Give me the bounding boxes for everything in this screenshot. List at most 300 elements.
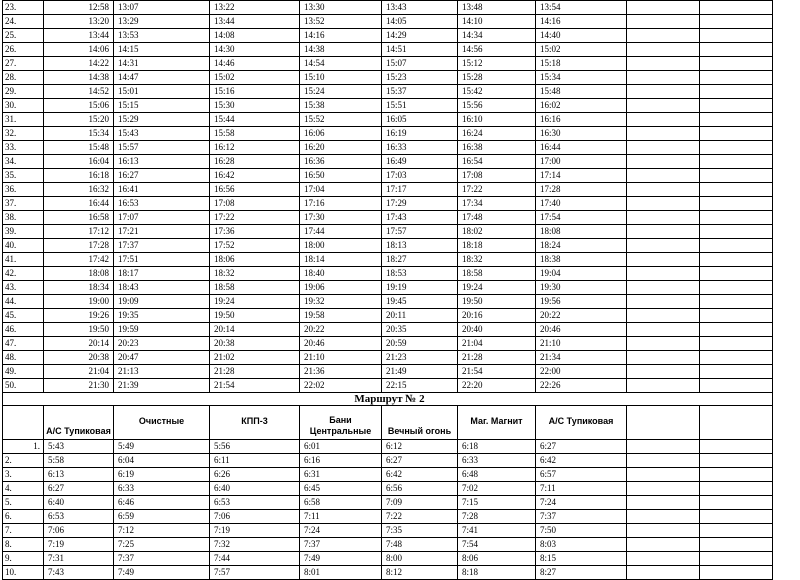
time-cell: 13:22 [210,1,300,15]
time-cell: 6:57 [536,468,627,482]
empty-cell [627,85,700,99]
time-cell: 8:01 [300,566,382,580]
time-cell: 15:15 [114,99,210,113]
table-row [3,337,773,351]
time-cell: 17:29 [382,197,458,211]
table-row [3,440,773,454]
time-cell: 19:09 [114,295,210,309]
table-row [3,524,773,538]
time-cell: 19:00 [44,295,114,309]
empty-cell [700,183,773,197]
empty-cell [700,57,773,71]
time-cell: 17:28 [536,183,627,197]
time-cell: 7:06 [44,524,114,538]
time-cell: 21:10 [300,351,382,365]
time-cell: 15:29 [114,113,210,127]
time-cell: 6:31 [300,468,382,482]
time-cell: 19:06 [300,281,382,295]
time-cell: 14:05 [382,15,458,29]
time-cell: 7:41 [458,524,536,538]
time-cell: 6:40 [44,496,114,510]
time-cell: 21:28 [458,351,536,365]
row-number: 2. [3,454,44,468]
empty-cell [700,440,773,454]
time-cell: 7:24 [536,496,627,510]
time-cell: 20:46 [300,337,382,351]
time-cell: 18:14 [300,253,382,267]
table-row [3,482,773,496]
empty-cell [627,482,700,496]
time-cell: 13:20 [44,15,114,29]
time-cell: 7:19 [44,538,114,552]
time-cell: 14:54 [300,57,382,71]
time-cell: 14:31 [114,57,210,71]
time-cell: 20:38 [210,337,300,351]
time-cell: 13:44 [210,15,300,29]
empty-cell [627,365,700,379]
empty-cell [627,309,700,323]
empty-cell [627,337,700,351]
row-number: 5. [3,496,44,510]
empty-cell [700,496,773,510]
empty-cell [627,141,700,155]
time-cell: 16:18 [44,169,114,183]
table-row [3,99,773,113]
time-cell: 16:19 [382,127,458,141]
empty-cell [627,155,700,169]
table-row [3,552,773,566]
time-cell: 7:54 [458,538,536,552]
time-cell: 6:11 [210,454,300,468]
time-cell: 15:07 [382,57,458,71]
time-cell: 18:00 [300,239,382,253]
time-cell: 17:22 [458,183,536,197]
empty-cell [627,510,700,524]
route2-title: Маршрут № 2 [3,393,773,406]
empty-cell [700,566,773,580]
time-cell: 6:04 [114,454,210,468]
time-cell: 16:16 [536,113,627,127]
table-row [3,225,773,239]
row-number: 36. [3,183,44,197]
row-number: 49. [3,365,44,379]
row-number: 27. [3,57,44,71]
time-cell: 17:16 [300,197,382,211]
time-cell: 16:02 [536,99,627,113]
row-number: 4. [3,482,44,496]
table-row [3,29,773,43]
empty-cell [627,169,700,183]
time-cell: 20:22 [300,323,382,337]
empty-cell [700,510,773,524]
time-cell: 7:37 [300,538,382,552]
row-number: 7. [3,524,44,538]
time-cell: 6:53 [44,510,114,524]
time-cell: 6:40 [210,482,300,496]
time-cell: 17:54 [536,211,627,225]
time-cell: 7:50 [536,524,627,538]
row-number: 46. [3,323,44,337]
time-cell: 20:35 [382,323,458,337]
time-cell: 15:01 [114,85,210,99]
time-cell: 17:08 [210,197,300,211]
time-cell: 21:30 [44,379,114,393]
empty-cell [700,43,773,57]
time-cell: 19:32 [300,295,382,309]
header-stop-2: Очистные [114,406,210,440]
time-cell: 7:25 [114,538,210,552]
table-row [3,253,773,267]
time-cell: 13:43 [382,1,458,15]
row-number: 33. [3,141,44,155]
time-cell: 15:06 [44,99,114,113]
time-cell: 8:15 [536,552,627,566]
time-cell: 15:24 [300,85,382,99]
table-row [3,141,773,155]
time-cell: 18:58 [458,267,536,281]
empty-cell [627,566,700,580]
time-cell: 16:50 [300,169,382,183]
time-cell: 6:33 [458,454,536,468]
empty-cell [627,295,700,309]
empty-cell [700,552,773,566]
time-cell: 21:28 [210,365,300,379]
time-cell: 5:49 [114,440,210,454]
time-cell: 13:54 [536,1,627,15]
time-cell: 22:15 [382,379,458,393]
time-cell: 16:44 [44,197,114,211]
empty-cell [627,29,700,43]
time-cell: 17:51 [114,253,210,267]
empty-cell [627,71,700,85]
empty-cell [700,365,773,379]
time-cell: 15:12 [458,57,536,71]
time-cell: 6:45 [300,482,382,496]
time-cell: 13:07 [114,1,210,15]
time-cell: 18:40 [300,267,382,281]
time-cell: 21:54 [458,365,536,379]
time-cell: 21:23 [382,351,458,365]
time-cell: 7:02 [458,482,536,496]
time-cell: 6:16 [300,454,382,468]
time-cell: 8:18 [458,566,536,580]
time-cell: 6:48 [458,468,536,482]
time-cell: 19:50 [44,323,114,337]
empty-cell [627,267,700,281]
row-number: 42. [3,267,44,281]
table-row [3,1,773,15]
time-cell: 16:54 [458,155,536,169]
time-cell: 5:56 [210,440,300,454]
empty-cell [627,211,700,225]
empty-cell [627,379,700,393]
row-number: 34. [3,155,44,169]
empty-cell [627,197,700,211]
header-empty-cell [700,406,773,440]
time-cell: 17:43 [382,211,458,225]
empty-cell [627,183,700,197]
empty-cell [700,524,773,538]
table-row [3,351,773,365]
time-cell: 8:27 [536,566,627,580]
time-cell: 20:40 [458,323,536,337]
empty-cell [700,281,773,295]
time-cell: 20:47 [114,351,210,365]
empty-cell [700,239,773,253]
time-cell: 14:51 [382,43,458,57]
time-cell: 17:21 [114,225,210,239]
header-stop-6: Маг. Магнит [458,406,536,440]
empty-cell [627,225,700,239]
time-cell: 14:30 [210,43,300,57]
empty-cell [627,43,700,57]
table-row [3,281,773,295]
table-row [3,183,773,197]
time-cell: 16:36 [300,155,382,169]
empty-cell [627,552,700,566]
time-cell: 15:30 [210,99,300,113]
time-cell: 16:20 [300,141,382,155]
empty-cell [700,351,773,365]
time-cell: 6:27 [536,440,627,454]
table-row [3,538,773,552]
time-cell: 20:16 [458,309,536,323]
row-number: 50. [3,379,44,393]
time-cell: 22:20 [458,379,536,393]
empty-cell [700,253,773,267]
time-cell: 13:52 [300,15,382,29]
time-cell: 6:42 [536,454,627,468]
row-number: 29. [3,85,44,99]
route2-rows [3,440,773,580]
route1-rows [3,1,773,393]
time-cell: 13:48 [458,1,536,15]
time-cell: 7:44 [210,552,300,566]
time-cell: 6:19 [114,468,210,482]
time-cell: 14:47 [114,71,210,85]
row-number: 32. [3,127,44,141]
time-cell: 14:46 [210,57,300,71]
time-cell: 17:52 [210,239,300,253]
time-cell: 14:56 [458,43,536,57]
empty-cell [627,253,700,267]
empty-cell [700,127,773,141]
time-cell: 16:12 [210,141,300,155]
empty-cell [627,496,700,510]
time-cell: 6:33 [114,482,210,496]
time-cell: 18:13 [382,239,458,253]
time-cell: 19:30 [536,281,627,295]
time-cell: 7:06 [210,510,300,524]
row-number: 25. [3,29,44,43]
time-cell: 15:02 [536,43,627,57]
time-cell: 21:04 [458,337,536,351]
time-cell: 18:08 [44,267,114,281]
empty-cell [700,71,773,85]
time-cell: 7:32 [210,538,300,552]
time-cell: 6:42 [382,468,458,482]
table-row [3,85,773,99]
empty-cell [627,127,700,141]
time-cell: 7:49 [300,552,382,566]
time-cell: 17:00 [536,155,627,169]
empty-cell [627,538,700,552]
time-cell: 7:11 [536,482,627,496]
time-cell: 7:57 [210,566,300,580]
time-cell: 18:24 [536,239,627,253]
table-row [3,169,773,183]
time-cell: 22:02 [300,379,382,393]
table-row [3,127,773,141]
time-cell: 16:49 [382,155,458,169]
time-cell: 17:07 [114,211,210,225]
time-cell: 17:28 [44,239,114,253]
time-cell: 21:54 [210,379,300,393]
time-cell: 15:43 [114,127,210,141]
empty-cell [700,197,773,211]
time-cell: 14:08 [210,29,300,43]
time-cell: 14:15 [114,43,210,57]
time-cell: 15:37 [382,85,458,99]
time-cell: 15:18 [536,57,627,71]
time-cell: 16:30 [536,127,627,141]
empty-cell [627,99,700,113]
time-cell: 14:52 [44,85,114,99]
time-cell: 17:40 [536,197,627,211]
time-cell: 16:04 [44,155,114,169]
row-number: 24. [3,15,44,29]
table-row [3,155,773,169]
header-stop-7: А/С Тупиковая [536,406,627,440]
row-number: 40. [3,239,44,253]
time-cell: 20:22 [536,309,627,323]
row-number: 9. [3,552,44,566]
empty-cell [700,482,773,496]
time-cell: 17:36 [210,225,300,239]
table-row [3,267,773,281]
time-cell: 15:51 [382,99,458,113]
empty-cell [700,211,773,225]
time-cell: 16:13 [114,155,210,169]
time-cell: 7:37 [114,552,210,566]
row-number: 43. [3,281,44,295]
row-number: 23. [3,1,44,15]
time-cell: 14:34 [458,29,536,43]
time-cell: 16:42 [210,169,300,183]
time-cell: 22:00 [536,365,627,379]
time-cell: 7:22 [382,510,458,524]
time-cell: 15:23 [382,71,458,85]
empty-cell [627,351,700,365]
time-cell: 15:34 [536,71,627,85]
route2-column-headers [3,406,773,440]
empty-cell [627,15,700,29]
table-row [3,379,773,393]
time-cell: 17:22 [210,211,300,225]
time-cell: 21:49 [382,365,458,379]
time-cell: 16:41 [114,183,210,197]
time-cell: 20:11 [382,309,458,323]
table-row [3,365,773,379]
time-cell: 14:16 [536,15,627,29]
time-cell: 16:38 [458,141,536,155]
time-cell: 18:58 [210,281,300,295]
empty-cell [700,225,773,239]
time-cell: 21:39 [114,379,210,393]
row-number: 31. [3,113,44,127]
time-cell: 7:37 [536,510,627,524]
empty-cell [627,454,700,468]
empty-cell [700,295,773,309]
time-cell: 15:58 [210,127,300,141]
time-cell: 7:48 [382,538,458,552]
time-cell: 7:24 [300,524,382,538]
time-cell: 6:58 [300,496,382,510]
empty-cell [627,1,700,15]
time-cell: 18:27 [382,253,458,267]
time-cell: 19:58 [300,309,382,323]
empty-cell [700,267,773,281]
time-cell: 17:37 [114,239,210,253]
time-cell: 13:44 [44,29,114,43]
time-cell: 17:12 [44,225,114,239]
time-cell: 6:59 [114,510,210,524]
time-cell: 15:42 [458,85,536,99]
empty-cell [700,99,773,113]
row-number: 6. [3,510,44,524]
empty-cell [700,1,773,15]
time-cell: 19:04 [536,267,627,281]
time-cell: 20:59 [382,337,458,351]
time-cell: 13:30 [300,1,382,15]
time-cell: 15:52 [300,113,382,127]
time-cell: 18:02 [458,225,536,239]
time-cell: 7:15 [458,496,536,510]
empty-cell [627,323,700,337]
header-stop-3: КПП-3 [210,406,300,440]
empty-cell [627,281,700,295]
time-cell: 5:58 [44,454,114,468]
time-cell: 7:49 [114,566,210,580]
time-cell: 15:48 [536,85,627,99]
time-cell: 21:13 [114,365,210,379]
time-cell: 21:36 [300,365,382,379]
time-cell: 20:46 [536,323,627,337]
time-cell: 18:32 [210,267,300,281]
time-cell: 15:44 [210,113,300,127]
time-cell: 12:58 [44,1,114,15]
time-cell: 16:06 [300,127,382,141]
time-cell: 17:03 [382,169,458,183]
time-cell: 17:08 [458,169,536,183]
time-cell: 8:00 [382,552,458,566]
time-cell: 16:44 [536,141,627,155]
time-cell: 15:16 [210,85,300,99]
time-cell: 16:58 [44,211,114,225]
time-cell: 7:43 [44,566,114,580]
row-number: 41. [3,253,44,267]
header-stop-1: А/С Тупиковая [44,406,114,440]
time-cell: 8:12 [382,566,458,580]
empty-cell [627,468,700,482]
time-cell: 15:02 [210,71,300,85]
time-cell: 6:27 [44,482,114,496]
table-row [3,454,773,468]
time-cell: 19:50 [458,295,536,309]
time-cell: 20:23 [114,337,210,351]
empty-cell [700,337,773,351]
time-cell: 18:08 [536,225,627,239]
